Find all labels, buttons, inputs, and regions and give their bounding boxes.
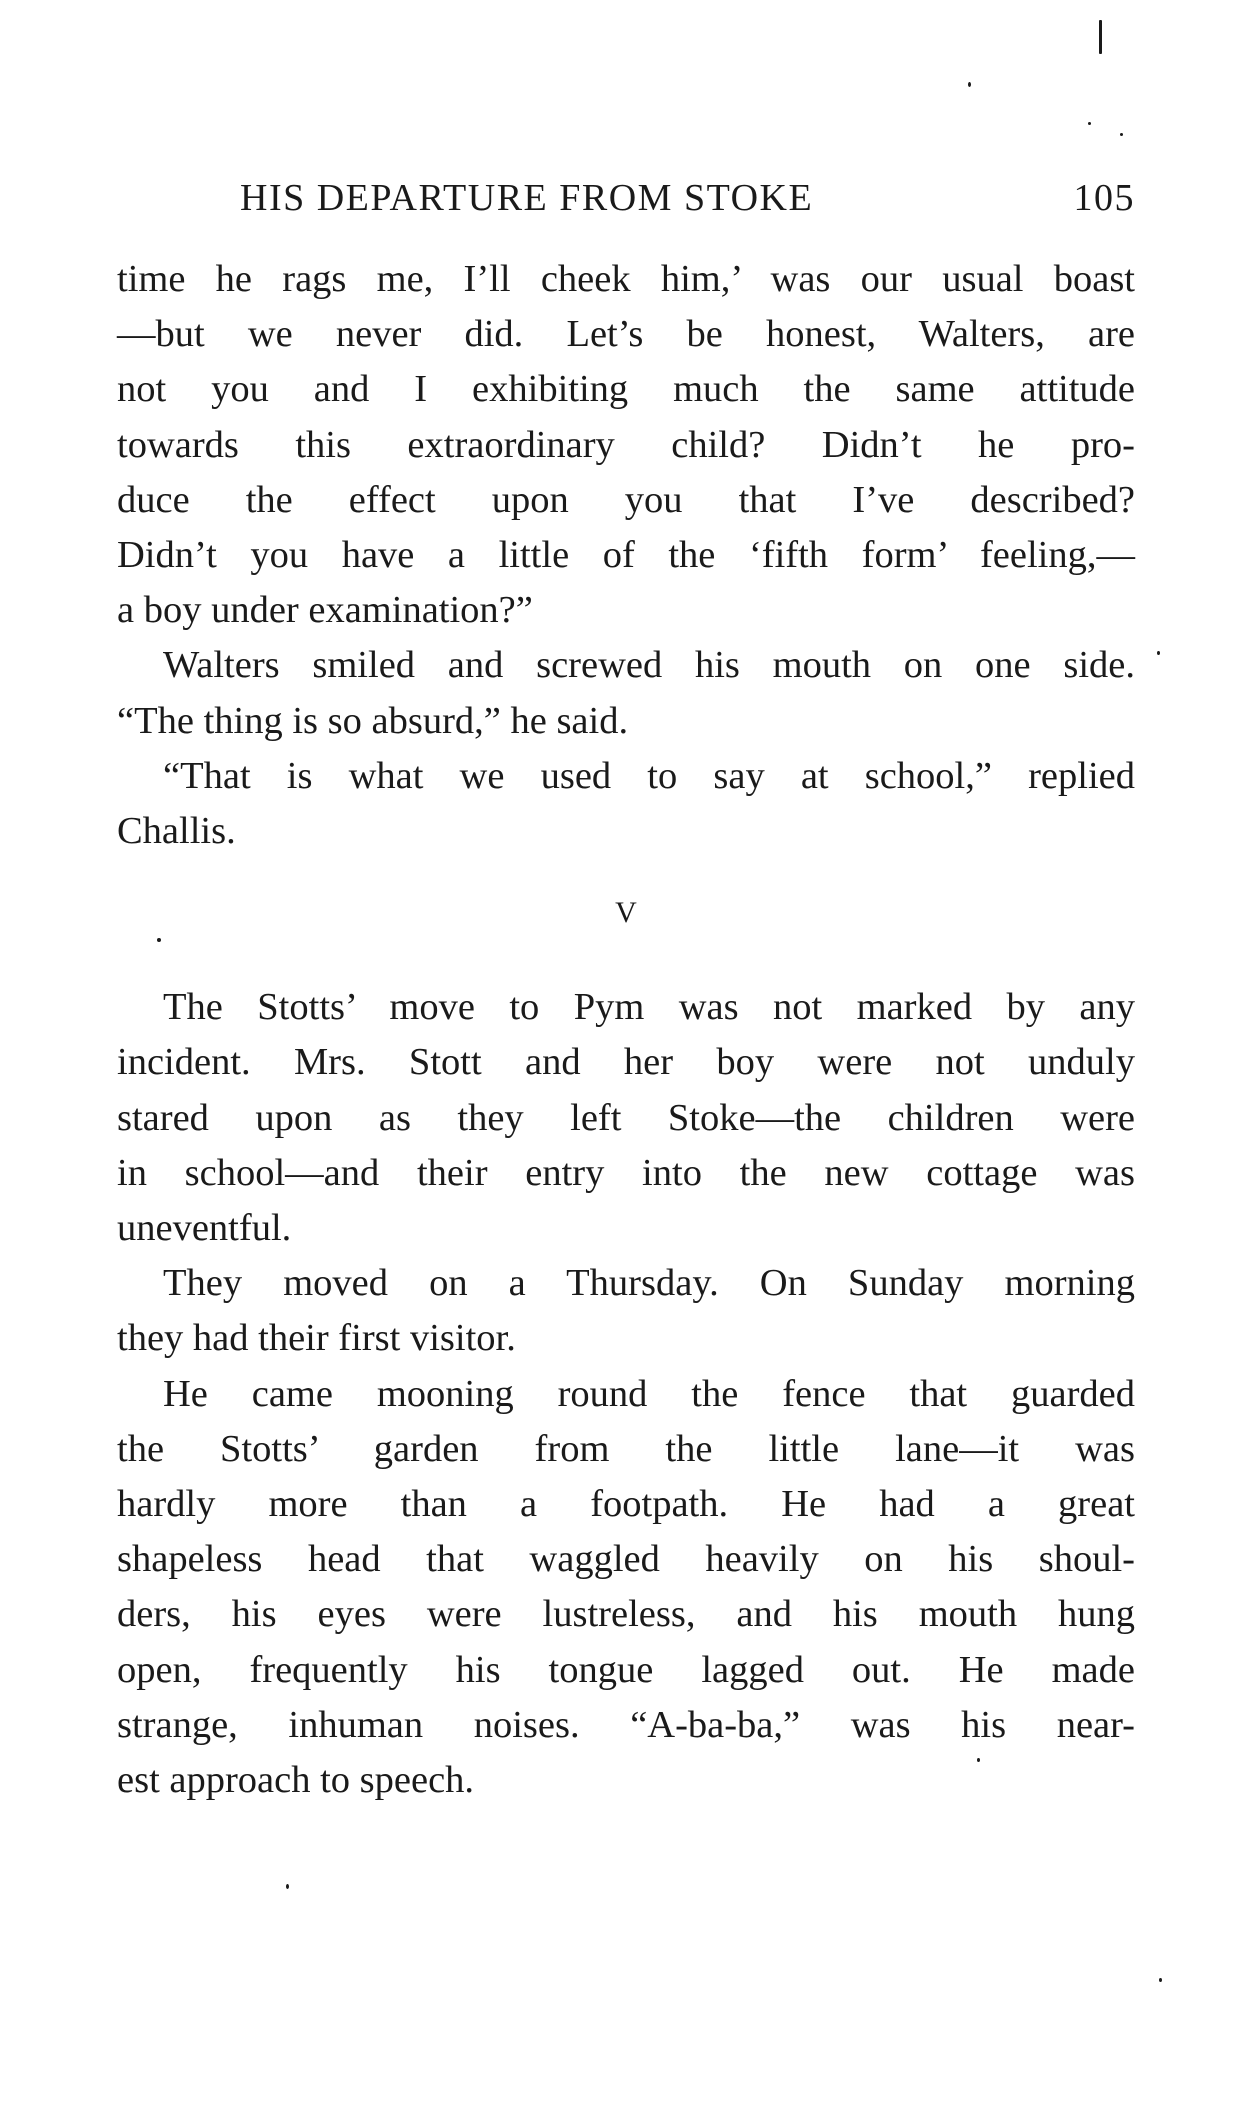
paragraph: [117, 252, 1135, 638]
text-line: “That is what we used to say at school,” replied: [163, 754, 1135, 797]
text-line: strange, inhuman noises. “A-ba-ba,” was his near-: [117, 1703, 1135, 1746]
section-number: V: [615, 896, 637, 930]
text-line: “The thing is so absurd,” he said.: [117, 699, 629, 742]
text-line: Didn’t you have a little of the ‘fifth form’ feeling,—: [117, 533, 1135, 576]
body-text: [117, 252, 1135, 1808]
text-line: uneventful.: [117, 1207, 292, 1249]
text-line: towards this extraordinary child? Didn’t he pro-: [117, 423, 1135, 466]
text-line: a boy under examination?”: [117, 589, 533, 632]
text-line: Walters smiled and screwed his mouth on one side.: [163, 644, 1135, 687]
text-line: incident. Mrs. Stott and her boy were not unduly: [117, 1041, 1135, 1084]
scan-mark: [1099, 20, 1102, 54]
scan-speck: [968, 82, 971, 87]
text-line: —but we never did. Let’s be honest, Walters, are: [117, 313, 1135, 356]
text-line: stared upon as they left Stoke—the children were: [117, 1096, 1135, 1139]
scan-speck: [286, 1884, 289, 1889]
text-line: The Stotts’ move to Pym was not marked by any: [163, 986, 1135, 1029]
text-line: the Stotts’ garden from the little lane—it was: [117, 1427, 1135, 1470]
text-line: They moved on a Thursday. On Sunday morning: [163, 1262, 1135, 1305]
scan-speck: [1159, 1978, 1162, 1982]
paragraph: [117, 749, 1135, 859]
text-line: open, frequently his tongue lagged out. He made: [117, 1648, 1135, 1691]
paragraph: [117, 1367, 1135, 1809]
scan-speck: [977, 1758, 980, 1762]
paragraph: [117, 638, 1135, 748]
text-line: Challis.: [117, 809, 236, 852]
page-number: 105: [1073, 177, 1135, 219]
paragraph: [117, 1256, 1135, 1366]
scan-speck: [1157, 651, 1160, 655]
text-line: in school—and their entry into the new cottage was: [117, 1151, 1135, 1194]
text-line: they had their first visitor.: [117, 1317, 516, 1360]
text-line: shapeless head that waggled heavily on his shoul-: [117, 1538, 1135, 1581]
paragraph: [117, 980, 1135, 1256]
text-line: not you and I exhibiting much the same attitude: [117, 368, 1135, 411]
running-title: HIS DEPARTURE FROM STOKE: [240, 177, 814, 219]
text-line: duce the effect upon you that I’ve described?: [117, 478, 1135, 521]
text-line: hardly more than a footpath. He had a great: [117, 1482, 1135, 1525]
text-line: est approach to speech.: [117, 1758, 475, 1801]
text-line: ders, his eyes were lustreless, and his mouth hung: [117, 1593, 1135, 1636]
scan-speck: [1088, 122, 1091, 125]
running-head: [240, 176, 1135, 226]
text-line: time he rags me, I’ll cheek him,’ was our usual boast: [117, 258, 1135, 300]
text-line: He came mooning round the fence that guarded: [163, 1372, 1135, 1415]
scan-speck: [1120, 133, 1123, 136]
scan-speck: [157, 938, 161, 942]
